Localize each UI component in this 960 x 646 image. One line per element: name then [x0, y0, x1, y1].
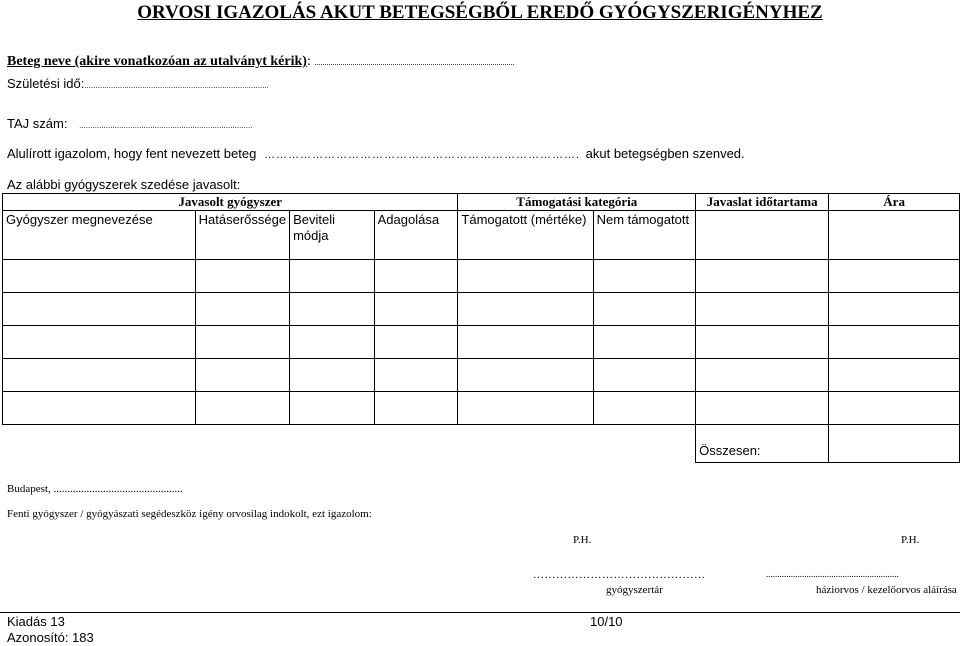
cell-not-supported[interactable] — [593, 293, 696, 326]
document-title: ORVOSI IGAZOLÁS AKUT BETEGSÉGBŐL EREDŐ GYÓGYSZERIGÉNYHEZ — [137, 2, 823, 23]
cell-supported[interactable] — [458, 260, 593, 293]
table-row — [3, 359, 960, 392]
cell-drug-name[interactable] — [3, 293, 196, 326]
cell-not-supported[interactable] — [593, 326, 696, 359]
cell-not-supported[interactable] — [593, 359, 696, 392]
sub-header-row — [3, 211, 960, 260]
taj-field[interactable]: .............................................................................. — [79, 121, 253, 130]
statement-field[interactable]: ……………………………………………………………………. — [263, 149, 581, 161]
patient-name-label: Beteg neve (akire vonatkozóan az utalványt kérik) — [7, 54, 307, 69]
cell-duration[interactable] — [696, 326, 829, 359]
cell-supported[interactable] — [458, 326, 593, 359]
cell-price[interactable] — [829, 260, 960, 293]
cell-duration[interactable] — [696, 392, 829, 425]
cell-not-supported[interactable] — [593, 260, 696, 293]
total-label: Összesen: — [696, 425, 829, 463]
statement-start: Alulírott igazolom, hogy fent nevezett beteg — [7, 146, 257, 161]
cell-duration[interactable] — [696, 260, 829, 293]
cell-strength[interactable] — [195, 392, 289, 425]
footer-divider — [0, 612, 960, 613]
justification-text: Fenti gyógyszer / gyógyászati segédeszköz igény orvosilag indokolt, ezt igazolom: — [7, 508, 372, 520]
place-date[interactable]: Budapest, ............................................... — [7, 483, 183, 495]
cell-strength[interactable] — [195, 293, 289, 326]
cell-dosage[interactable] — [374, 392, 458, 425]
patient-name-colon: : — [306, 54, 311, 69]
subheader-supported: Támogatott (mértéke) — [458, 211, 593, 260]
table-row — [3, 326, 960, 359]
signature-right-label: háziorvos / kezelőorvos aláírása — [816, 584, 957, 596]
table-row — [3, 392, 960, 425]
cell-dosage[interactable] — [374, 359, 458, 392]
subheader-route: Beviteli módja — [290, 211, 375, 260]
subheader-duration-blank — [696, 211, 829, 260]
taj-label: TAJ szám: — [7, 116, 68, 131]
footer-edition: Kiadás 13 — [7, 614, 65, 629]
cell-drug-name[interactable] — [3, 326, 196, 359]
header-price: Ára — [829, 194, 960, 211]
cell-dosage[interactable] — [374, 293, 458, 326]
cell-supported[interactable] — [458, 293, 593, 326]
header-support-category: Támogatási kategória — [458, 194, 696, 211]
cell-strength[interactable] — [195, 260, 289, 293]
cell-route[interactable] — [290, 392, 375, 425]
footer-page-number: 10/10 — [590, 614, 623, 629]
birth-date-label: Születési idő: — [7, 76, 85, 91]
subheader-drug-name: Gyógyszer megnevezése — [3, 211, 196, 260]
group-header-row — [3, 194, 960, 211]
taj-row — [7, 116, 252, 131]
statement-row — [7, 146, 745, 161]
cell-duration[interactable] — [696, 293, 829, 326]
total-spacer — [3, 425, 696, 463]
cell-strength[interactable] — [195, 326, 289, 359]
cell-dosage[interactable] — [374, 326, 458, 359]
cell-supported[interactable] — [458, 392, 593, 425]
cell-supported[interactable] — [458, 359, 593, 392]
cell-drug-name[interactable] — [3, 260, 196, 293]
recommendation-text: Az alábbi gyógyszerek szedése javasolt: — [7, 177, 241, 192]
cell-route[interactable] — [290, 326, 375, 359]
signature-left-line[interactable]: ……………………………………… — [533, 569, 706, 581]
cell-route[interactable] — [290, 359, 375, 392]
signature-left-label: gyógyszertár — [606, 584, 663, 596]
cell-duration[interactable] — [696, 359, 829, 392]
stamp-right: P.H. — [901, 534, 920, 546]
statement-end: akut betegségben szenved. — [585, 146, 745, 161]
cell-price[interactable] — [829, 392, 960, 425]
cell-route[interactable] — [290, 293, 375, 326]
subheader-dosage: Adagolása — [374, 211, 458, 260]
cell-price[interactable] — [829, 293, 960, 326]
header-duration: Javaslat időtartama — [696, 194, 829, 211]
cell-dosage[interactable] — [374, 260, 458, 293]
birth-date-row — [7, 76, 269, 91]
patient-name-field[interactable]: .................................................................................................... — [314, 58, 515, 67]
header-recommended-drug: Javasolt gyógyszer — [3, 194, 458, 211]
medication-table — [2, 193, 960, 463]
cell-price[interactable] — [829, 326, 960, 359]
table-row — [3, 260, 960, 293]
total-value[interactable] — [829, 425, 960, 463]
cell-drug-name[interactable] — [3, 392, 196, 425]
cell-not-supported[interactable] — [593, 392, 696, 425]
cell-price[interactable] — [829, 359, 960, 392]
footer-identifier: Azonosító: 183 — [7, 630, 94, 645]
cell-drug-name[interactable] — [3, 359, 196, 392]
subheader-price-blank — [829, 211, 960, 260]
birth-date-field[interactable]: ................................................................................... — [84, 81, 269, 90]
cell-route[interactable] — [290, 260, 375, 293]
total-row — [3, 425, 960, 463]
table-row — [3, 293, 960, 326]
subheader-strength: Hatáserőssége — [195, 211, 289, 260]
signature-right-line[interactable]: ........................................................... — [766, 569, 899, 579]
subheader-not-supported: Nem támogatott — [593, 211, 696, 260]
cell-strength[interactable] — [195, 359, 289, 392]
stamp-left: P.H. — [573, 534, 592, 546]
patient-name-row — [7, 54, 514, 70]
